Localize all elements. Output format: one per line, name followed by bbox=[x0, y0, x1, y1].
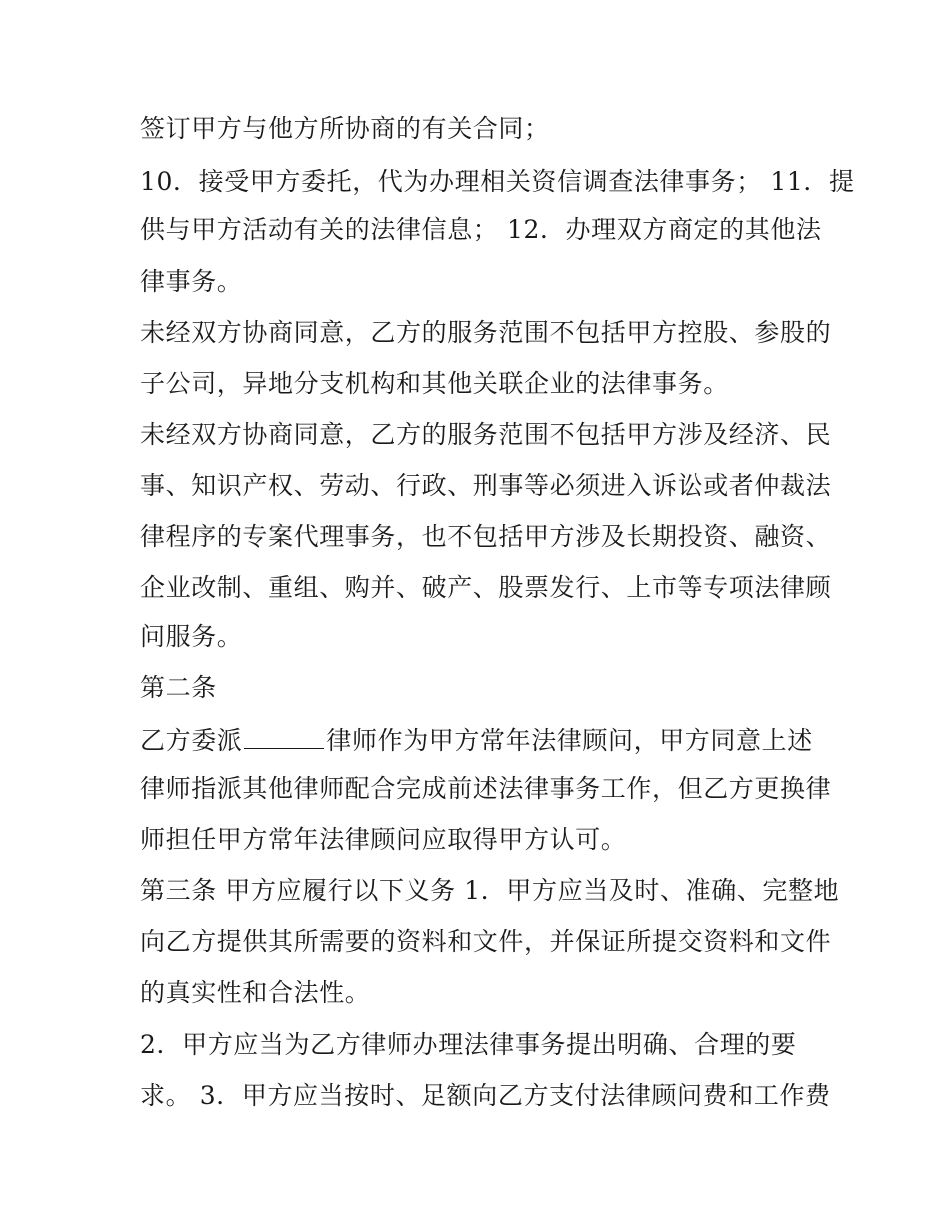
text-line: 律师作为甲方常年法律顾问，甲方同意上述 bbox=[326, 726, 813, 755]
text-line: 供与甲方活动有关的法律信息； 12．办理双方商定的其他法 bbox=[140, 215, 822, 244]
text-line: 第三条 甲方应履行以下义务 1．甲方应当及时、准确、完整地 bbox=[140, 876, 840, 905]
text-line: 签订甲方与他方所协商的有关合同； bbox=[140, 114, 550, 143]
text-line: 向乙方提供其所需要的资料和文件，并保证所提交资料和文件 bbox=[140, 927, 832, 956]
section-heading: 第二条 bbox=[140, 673, 217, 702]
text-line: 未经双方协商同意，乙方的服务范围不包括甲方涉及经济、民 bbox=[140, 420, 832, 449]
text-line: 企业改制、重组、购并、破产、股票发行、上市等专项法律顾 bbox=[140, 573, 832, 602]
text-line: 未经双方协商同意，乙方的服务范围不包括甲方控股、参股的 bbox=[140, 318, 832, 347]
fill-in-blank bbox=[244, 726, 324, 749]
text-line: 律程序的专案代理事务，也不包括甲方涉及长期投资、融资、 bbox=[140, 522, 832, 551]
text-line: 问服务。 bbox=[140, 622, 243, 651]
text-line-with-blank bbox=[140, 726, 813, 756]
text-line: 事、知识产权、劳动、行政、刑事等必须进入诉讼或者仲裁法 bbox=[140, 471, 832, 500]
text-line: 的真实性和合法性。 bbox=[140, 978, 371, 1007]
text-line: 2．甲方应当为乙方律师办理法律事务提出明确、合理的要 bbox=[140, 1030, 797, 1059]
text-line: 律事务。 bbox=[140, 267, 243, 296]
text-line: 律师指派其他律师配合完成前述法律事务工作，但乙方更换律 bbox=[140, 774, 832, 803]
text-line: 师担任甲方常年法律顾问应取得甲方认可。 bbox=[140, 825, 627, 854]
text-line: 求。 3．甲方应当按时、足额向乙方支付法律顾问费和工作费 bbox=[140, 1081, 831, 1110]
blank-line-prefix: 乙方委派 bbox=[140, 726, 243, 755]
text-line: 10．接受甲方委托，代为办理相关资信调查法律事务； 11．提 bbox=[140, 167, 855, 196]
text-line: 子公司，异地分支机构和其他关联企业的法律事务。 bbox=[140, 369, 729, 398]
